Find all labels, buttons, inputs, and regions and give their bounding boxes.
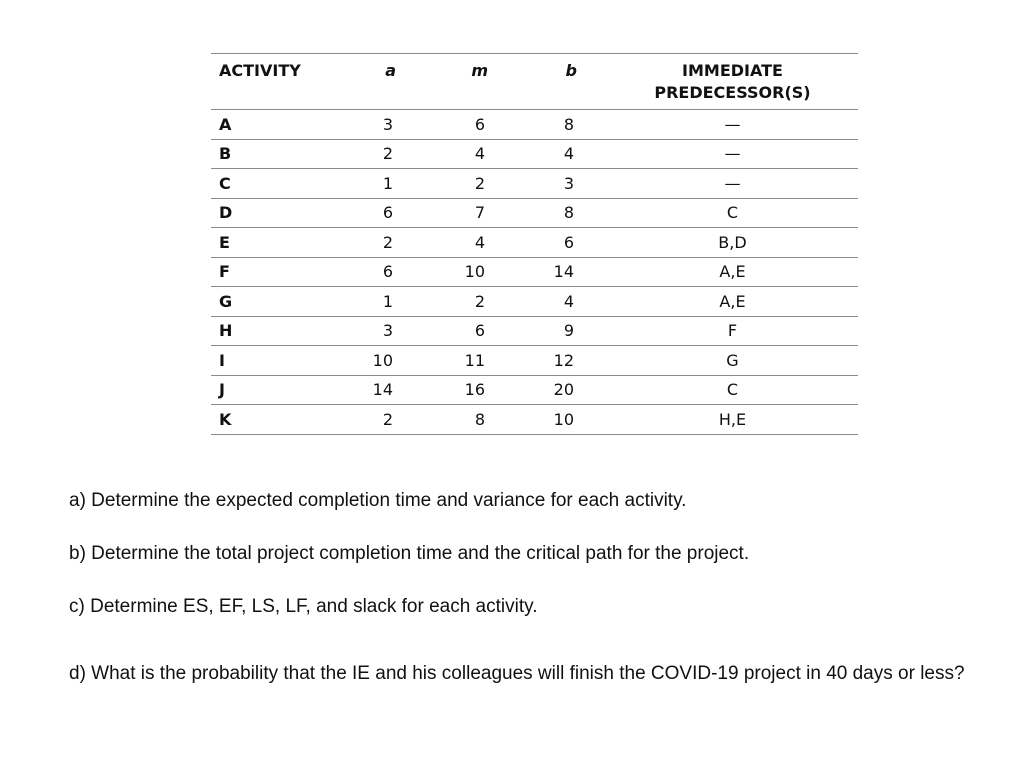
table-row [211, 110, 858, 140]
cell-m: 6 [396, 316, 488, 346]
table-row [211, 375, 858, 405]
cell-activity: H [211, 316, 341, 346]
cell-m: 11 [396, 346, 488, 376]
cell-b: 4 [488, 287, 577, 317]
cell-predecessors: — [577, 110, 858, 140]
header-predecessors-line2: PREDECESSOR(S) [654, 83, 811, 102]
activity-table [211, 53, 858, 435]
cell-b: 3 [488, 169, 577, 199]
cell-b: 10 [488, 405, 577, 435]
cell-predecessors: C [577, 198, 858, 228]
table-row [211, 169, 858, 199]
cell-m: 10 [396, 257, 488, 287]
header-b: b [488, 54, 577, 110]
cell-activity: F [211, 257, 341, 287]
cell-activity: K [211, 405, 341, 435]
table-row [211, 316, 858, 346]
cell-b: 4 [488, 139, 577, 169]
table-header-row [211, 54, 858, 110]
cell-b: 9 [488, 316, 577, 346]
cell-activity: E [211, 228, 341, 258]
cell-a: 2 [341, 405, 396, 435]
cell-activity: B [211, 139, 341, 169]
cell-predecessors: A,E [577, 257, 858, 287]
cell-activity: D [211, 198, 341, 228]
cell-activity: C [211, 169, 341, 199]
cell-b: 6 [488, 228, 577, 258]
cell-m: 2 [396, 169, 488, 199]
header-a: a [341, 54, 396, 110]
cell-a: 2 [341, 228, 396, 258]
cell-activity: J [211, 375, 341, 405]
cell-b: 20 [488, 375, 577, 405]
table-row [211, 346, 858, 376]
cell-predecessors: G [577, 346, 858, 376]
question-d: d) What is the probability that the IE and his colleagues will finish the COVID-19 project in 40 days or less? [69, 663, 965, 684]
cell-predecessors: B,D [577, 228, 858, 258]
cell-a: 3 [341, 110, 396, 140]
cell-m: 4 [396, 139, 488, 169]
header-predecessors [577, 54, 858, 110]
cell-a: 1 [341, 169, 396, 199]
table-row [211, 287, 858, 317]
header-activity: ACTIVITY [211, 54, 341, 110]
cell-m: 16 [396, 375, 488, 405]
cell-activity: G [211, 287, 341, 317]
cell-a: 1 [341, 287, 396, 317]
question-b: b) Determine the total project completion time and the critical path for the project. [69, 543, 750, 564]
cell-a: 3 [341, 316, 396, 346]
cell-a: 10 [341, 346, 396, 376]
question-c: c) Determine ES, EF, LS, LF, and slack for each activity. [69, 596, 538, 617]
table-row [211, 405, 858, 435]
cell-m: 4 [396, 228, 488, 258]
cell-a: 14 [341, 375, 396, 405]
cell-b: 8 [488, 110, 577, 140]
cell-predecessors: — [577, 169, 858, 199]
cell-activity: A [211, 110, 341, 140]
header-m: m [396, 54, 488, 110]
cell-predecessors: C [577, 375, 858, 405]
table-row [211, 257, 858, 287]
cell-b: 8 [488, 198, 577, 228]
questions-list [69, 488, 999, 700]
cell-m: 2 [396, 287, 488, 317]
cell-b: 12 [488, 346, 577, 376]
cell-a: 2 [341, 139, 396, 169]
cell-predecessors: H,E [577, 405, 858, 435]
table-row [211, 198, 858, 228]
cell-m: 8 [396, 405, 488, 435]
cell-m: 7 [396, 198, 488, 228]
cell-m: 6 [396, 110, 488, 140]
table-row [211, 139, 858, 169]
cell-b: 14 [488, 257, 577, 287]
cell-a: 6 [341, 257, 396, 287]
table-row [211, 228, 858, 258]
cell-activity: I [211, 346, 341, 376]
cell-a: 6 [341, 198, 396, 228]
cell-predecessors: F [577, 316, 858, 346]
cell-predecessors: A,E [577, 287, 858, 317]
question-a: a) Determine the expected completion time and variance for each activity. [69, 490, 687, 511]
cell-predecessors: — [577, 139, 858, 169]
header-predecessors-line1: IMMEDIATE [682, 61, 783, 80]
